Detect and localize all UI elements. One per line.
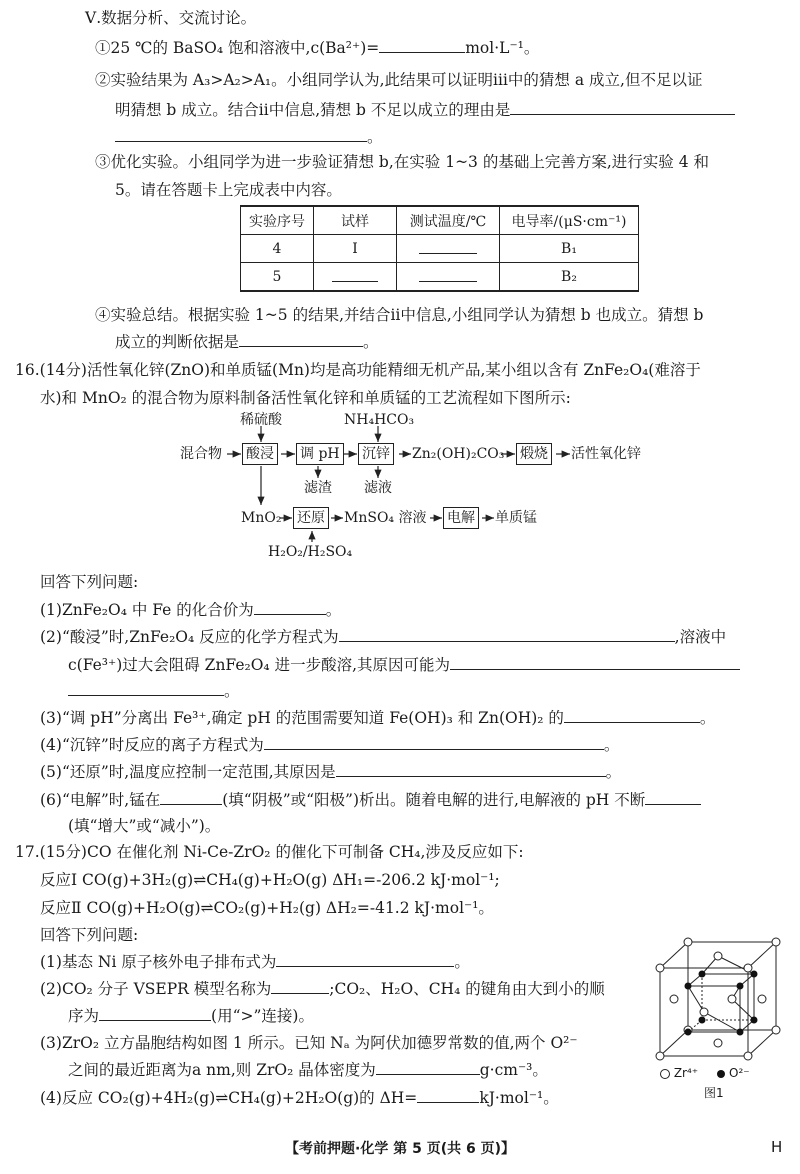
flow-active-zno: 活性氧化锌 — [571, 446, 641, 462]
q16-1-line — [40, 600, 341, 620]
answer-blank[interactable] — [254, 600, 326, 615]
q17-3-text: 之间的最近距离为a nm,则 ZrO₂ 晶体密度为 — [68, 1061, 376, 1079]
q17-3-unit: g·cm⁻³。 — [479, 1061, 548, 1079]
q16-2-line-c — [68, 681, 240, 701]
flow-mixture: 混合物 — [180, 446, 222, 462]
q17-4-text: (4)反应 CO₂(g)+4H₂(g)⇌CH₄(g)+2H₂O(g)的 ΔH= — [40, 1089, 418, 1107]
figure-legend — [660, 1066, 750, 1080]
flow-arrows — [0, 0, 800, 570]
q17-3-line-b — [68, 1060, 548, 1080]
q5-4-line-a: ④实验总结。根据实验 1~5 的结果,并结合ⅱ中信息,小组同学认为猜想 b 也成立。猜想 b — [95, 306, 704, 324]
answer-blank[interactable] — [645, 790, 701, 805]
q16-2-end: 。 — [224, 682, 240, 700]
reagent-sulfuric: 稀硫酸 — [240, 412, 282, 428]
answer-blank[interactable] — [99, 1006, 211, 1021]
q5-3-line-a: ③优化实验。小组同学为进一步验证猜想 b,在实验 1~3 的基础上完善方案,进行实验 4 和 — [95, 153, 709, 171]
table-header: 实验序号 — [241, 206, 314, 235]
step-precipitate-zinc: 沉锌 — [358, 443, 394, 465]
q16-2-text-b: ,溶液中 — [674, 628, 727, 646]
q17-1-end: 。 — [454, 953, 470, 971]
answer-blank[interactable] — [564, 708, 700, 723]
q16-5-line — [40, 762, 621, 782]
answer-blank[interactable] — [417, 1088, 479, 1103]
q16-2-line-a — [40, 627, 726, 647]
table-header: 电导率/(μS·cm⁻¹) — [500, 206, 639, 235]
q16-intro-b: 水)和 MnO₂ 的混合物为原料制备活性氧化锌和单质锰的工艺流程如下图所示: — [40, 389, 571, 407]
q5-4-text: 成立的判断依据是 — [115, 333, 240, 351]
q16-3-end: 。 — [699, 709, 716, 727]
flow-mnso4: MnSO₄ 溶液 — [344, 510, 427, 526]
q17-2-text-a: (2)CO₂ 分子 VSEPR 模型名称为 — [40, 980, 272, 998]
q16-5-end: 。 — [605, 763, 622, 781]
figure-caption: 图1 — [704, 1086, 724, 1100]
q17-2-text-b: ;CO₂、H₂O、CH₄ 的键角由大到小的顺 — [329, 980, 605, 998]
q17-2-text-d: (用“>”连接)。 — [211, 1007, 314, 1025]
q17-2-line-a — [40, 979, 605, 999]
q17-4-line — [40, 1088, 559, 1108]
q16-intro-a: 16.(14分)活性氧化锌(ZnO)和单质锰(Mn)均是高功能精细无机产品,某小组以含有 ZnFe₂O₄(难溶于 — [15, 361, 701, 379]
answer-blank[interactable] — [336, 762, 606, 777]
reagent-h2o2: H₂O₂/H₂SO₄ — [268, 544, 353, 560]
q5-1-unit: mol·L⁻¹。 — [465, 39, 540, 57]
page-footer: 【考前押题·化学 第 5 页(共 6 页)】 — [285, 1141, 515, 1157]
reaction-1: 反应Ⅰ CO(g)+3H₂(g)⇌CH₄(g)+H₂O(g) ΔH₁=-206.2 kJ·mol⁻¹; — [40, 871, 500, 889]
q16-1-end: 。 — [325, 601, 342, 619]
q16-1-text: (1)ZnFe₂O₄ 中 Fe 的化合价为 — [40, 601, 254, 619]
answer-blank[interactable] — [68, 681, 224, 696]
q5-1-text: ①25 ℃的 BaSO₄ 饱和溶液中,c(Ba²⁺)= — [95, 39, 380, 57]
zr-legend-label: Zr⁴⁺ — [673, 1066, 699, 1080]
q5-4-end: 。 — [363, 333, 379, 351]
q5-2-line-a: ②实验结果为 A₃>A₂>A₁。小组同学认为,此结果可以证明ⅲ中的猜想 a 成立,但不足以证 — [95, 71, 703, 89]
q16-6-text-a: (6)“电解”时,锰在 — [40, 791, 161, 809]
zr-legend-icon — [660, 1069, 670, 1079]
answer-blank[interactable] — [339, 627, 675, 642]
q16-4-line — [40, 735, 619, 755]
answer-blank[interactable] — [450, 655, 740, 670]
q17-1-text: (1)基态 Ni 原子核外电子排布式为 — [40, 953, 277, 971]
reagent-nh4hco3: NH₄HCO₃ — [344, 412, 415, 428]
step-acid-leach: 酸浸 — [242, 443, 278, 465]
section-5-title: Ⅴ.数据分析、交流讨论。 — [85, 9, 257, 27]
flow-mn: 单质锰 — [495, 510, 537, 526]
q16-2-text-a: (2)“酸浸”时,ZnFe₂O₄ 反应的化学方程式为 — [40, 628, 339, 646]
flow-filtrate: 滤液 — [364, 480, 392, 496]
q5-3-line-b: 5。请在答题卡上完成表中内容。 — [115, 181, 342, 199]
q16-6-line-b: (填“增大”或“减小”)。 — [68, 817, 221, 835]
q16-3-text: (3)“调 pH”分离出 Fe³⁺,确定 pH 的范围需要知道 Fe(OH)₃ 和 Zn(OH)₂ 的 — [40, 709, 564, 727]
q16-4-end: 。 — [603, 736, 620, 754]
q16-answer-prompt: 回答下列问题: — [40, 573, 139, 591]
q17-4-unit: kJ·mol⁻¹。 — [479, 1089, 559, 1107]
table-cell: B₂ — [500, 263, 639, 292]
answer-blank[interactable] — [271, 979, 329, 994]
q16-6-text-b: (填“阴极”或“阳极”)析出。随着电解的进行,电解液的 pH 不断 — [222, 791, 646, 809]
q16-5-text: (5)“还原”时,温度应控制一定范围,其原因是 — [40, 763, 336, 781]
table-header: 测试温度/℃ — [397, 206, 500, 235]
q16-2-line-b — [68, 655, 740, 675]
step-calcine: 煅烧 — [516, 443, 552, 465]
q5-2-text: 明猜想 b 成立。结合ⅱ中信息,猜想 b 不足以成立的理由是 — [115, 101, 511, 119]
answer-blank[interactable] — [264, 735, 604, 750]
step-reduce: 还原 — [293, 507, 329, 529]
paper-code: H — [771, 1138, 783, 1156]
q16-6-line-a — [40, 790, 701, 810]
q17-1-line — [40, 952, 470, 972]
step-adjust-ph: 调 pH — [296, 443, 344, 465]
table-header: 试样 — [314, 206, 397, 235]
answer-blank[interactable] — [376, 1060, 480, 1075]
zro2-crystal-figure — [648, 936, 790, 1066]
q16-3-line — [40, 708, 715, 728]
q17-intro: 17.(15分)CO 在催化剂 Ni-Ce-ZrO₂ 的催化下可制备 CH₄,涉及反应如下: — [15, 843, 524, 861]
answer-blank[interactable] — [160, 790, 222, 805]
step-electrolysis: 电解 — [443, 507, 479, 529]
q16-4-text: (4)“沉锌”时反应的离子方程式为 — [40, 736, 264, 754]
q5-2-end: 。 — [367, 128, 383, 146]
reaction-2: 反应Ⅱ CO(g)+H₂O(g)⇌CO₂(g)+H₂(g) ΔH₂=-41.2 kJ·mol⁻¹。 — [40, 899, 494, 917]
flow-zn-hydroxycarbonate: Zn₂(OH)₂CO₃ — [412, 446, 505, 462]
o-legend-icon — [717, 1070, 725, 1078]
q17-2-line-b — [68, 1006, 314, 1026]
table-cell: Ⅰ — [314, 235, 397, 263]
table-cell: 5 — [241, 263, 314, 292]
q17-answer-prompt: 回答下列问题: — [40, 926, 139, 944]
q17-3-line-a: (3)ZrO₂ 立方晶胞结构如图 1 所示。已知 Nₐ 为阿伏加德罗常数的值,两个 O²⁻ — [40, 1034, 578, 1052]
o-legend-label: O²⁻ — [729, 1066, 750, 1080]
q16-2-text-c: c(Fe³⁺)过大会阻碍 ZnFe₂O₄ 进一步酸溶,其原因可能为 — [68, 656, 450, 674]
q17-2-text-c: 序为 — [68, 1007, 100, 1025]
table-cell: B₁ — [500, 235, 639, 263]
answer-blank[interactable] — [276, 952, 454, 967]
flow-residue: 滤渣 — [304, 480, 332, 496]
flow-mno2: MnO₂ — [241, 510, 282, 526]
table-cell: 4 — [241, 235, 314, 263]
